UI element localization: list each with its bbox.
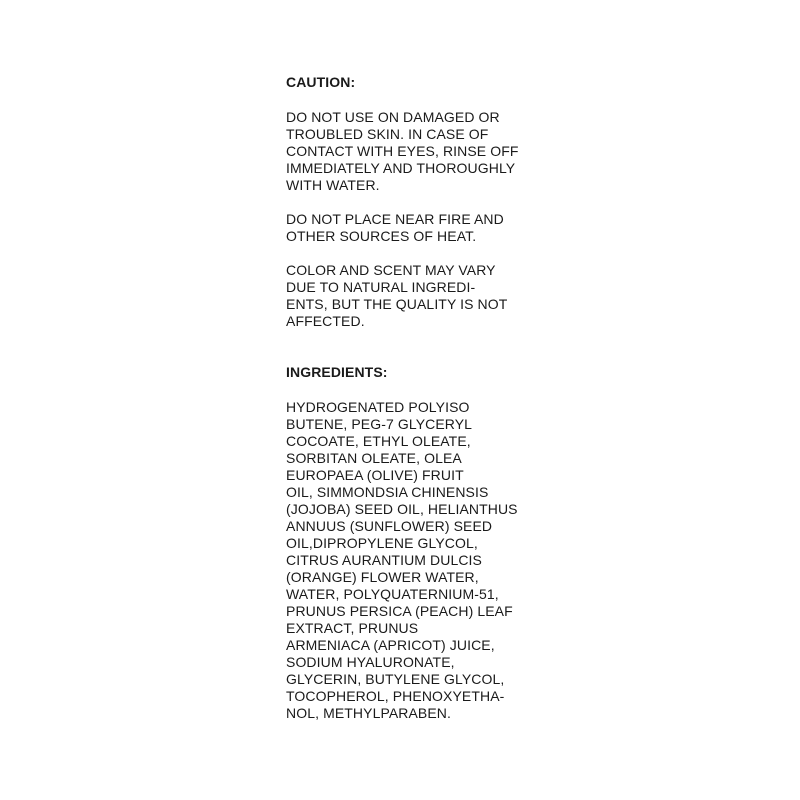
section-spacer [286,347,546,364]
product-label-text [286,74,546,722]
caution-heading: CAUTION: [286,74,356,90]
ingredients-heading: INGREDIENTS: [286,364,388,380]
caution-paragraph-skin: DO NOT USE ON DAMAGED OR TROUBLED SKIN. IN CASE OF CONTACT WITH EYES, RINSE OFF IMMEDIATELY AND THOROUGHLY WITH WATER. [286,109,519,193]
caution-paragraph-color-scent: COLOR AND SCENT MAY VARY DUE TO NATURAL INGREDI- ENTS, BUT THE QUALITY IS NOT AFFECTED. [286,262,508,329]
ingredients-list: HYDROGENATED POLYISO BUTENE, PEG-7 GLYCERYL COCOATE, ETHYL OLEATE, SORBITAN OLEATE, OLEA EUROPAEA (OLIVE) FRUIT OIL, SIMMONDSIA CHINENSIS (JOJOBA) SEED OIL, HELIANTHUS ANNUUS (SUNFLOWER) SEED OIL,DIPROPYLENE GLYCOL, CITRUS AURANTIUM DULCIS (ORANGE) FLOWER WATER, WATER, POLYQUATERNIUM-51, PRUNUS PERSICA (PEACH) LEAF EXTRACT, PRUNUS ARMENIACA (APRICOT) JUICE, SODIUM HYALURONATE, GLYCERIN, BUTYLENE GLYCOL, TOCOPHEROL, PHENOXYETHA- NOL, METHYLPARABEN. [286,399,518,721]
caution-paragraph-heat: DO NOT PLACE NEAR FIRE AND OTHER SOURCES OF HEAT. [286,211,504,244]
